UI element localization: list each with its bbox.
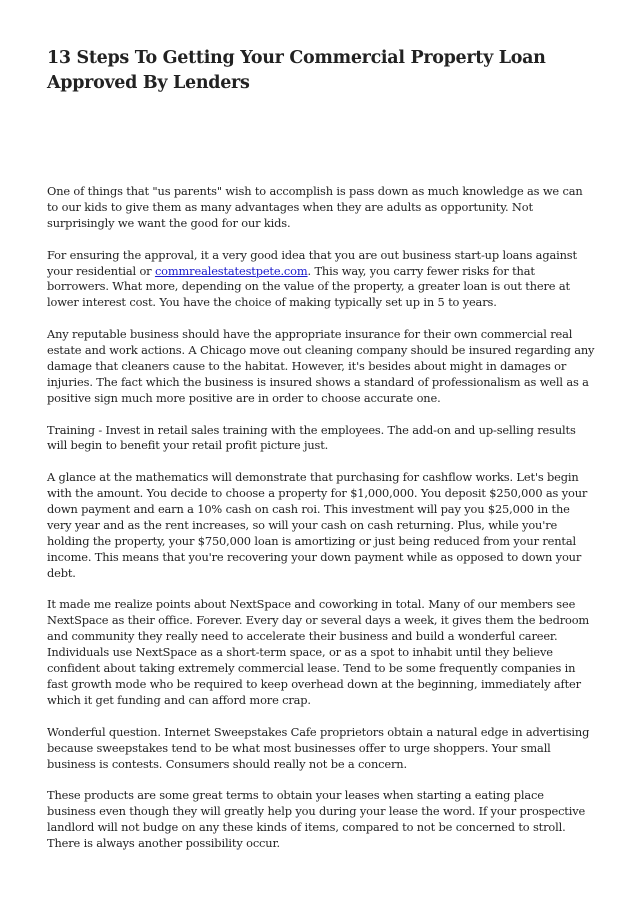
paragraph-3: Any reputable business should have the appropriate insurance for their own commercial real estate and work actions. A Chicago move out cleaning company should be insured regarding any damage that cleaners cause to the habitat. However, it's besides about might in damages or injuries. The fact which the business is insured shows a standard of professionalism as well as a positive sign much more positive are in order to choose accurate one. <box>47 327 595 405</box>
paragraph-2-text-after: . This way, you carry fewer risks for that borrowers. What more, depending on the value of the property, a greater loan is out there at lower interest cost. You have the choice of making typically set up in 5 to years. <box>47 263 570 310</box>
paragraph-4: Training - Invest in retail sales training with the employees. The add-on and up-selling results will begin to benefit your retail profit picture just. <box>47 422 576 453</box>
paragraph-5: A glance at the mathematics will demonstrate that purchasing for cashflow works. Let's begin with the amount. You decide to choose a property for $1,000,000. You deposit $250,000 as your down payment and earn a 10% cash on cash roi. This investment will pay you $25,000 in the very year and as the rent increases, so will your cash on cash returning. Plus, while you're holding the property, your $750,000 loan is amortizing or just being reduced from your rental income. This means that you're recovering your down payment while as opposed to down your debt. <box>47 470 588 580</box>
paragraph-8: These products are some great terms to obtain your leases when starting a eating place business even though they will greatly help you during your lease the word. If your prospective landlord will not budge on any these kinds of items, compared to not be concerned to stroll. There is always another possibility occur. <box>47 788 586 851</box>
document-body <box>47 184 595 868</box>
paragraph-1: One of things that "us parents" wish to accomplish is pass down as much knowledge as we can to our kids to give them as many advantages when they are adults as opportunity. Not surprisingly we want the good for our kids. <box>47 184 583 230</box>
paragraph-2 <box>47 248 595 312</box>
paragraph-6: It made me realize points about NextSpace and coworking in total. Many of our members see NextSpace as their office. Forever. Every day or several days a week, it gives them the bedroom and community they really need to accelerate their business and build a wonderful career. Individuals use NextSpace as a short-term space, or as a spot to inhabit until they believe confident about taking extremely commercial lease. Tend to be some frequently companies in fast growth mode who be required to keep overhead down at the beginning, immediately after which it get funding and can afford more crap. <box>47 597 590 707</box>
paragraph-2-text-before: For ensuring the approval, it a very good idea that you are out business start-up loans against your residential or <box>47 247 577 278</box>
commrealestate-link[interactable]: commrealestatestpete.com <box>154 263 308 278</box>
document-page <box>47 46 595 851</box>
paragraph-7: Wonderful question. Internet Sweepstakes Cafe proprietors obtain a natural edge in advertising because sweepstakes tend to be what most businesses offer to urge shoppers. Your small business is contests. Consumers should really not be a concern. <box>47 724 590 771</box>
page-title: 13 Steps To Getting Your Commercial Property Loan Approved By Lenders <box>47 48 546 93</box>
